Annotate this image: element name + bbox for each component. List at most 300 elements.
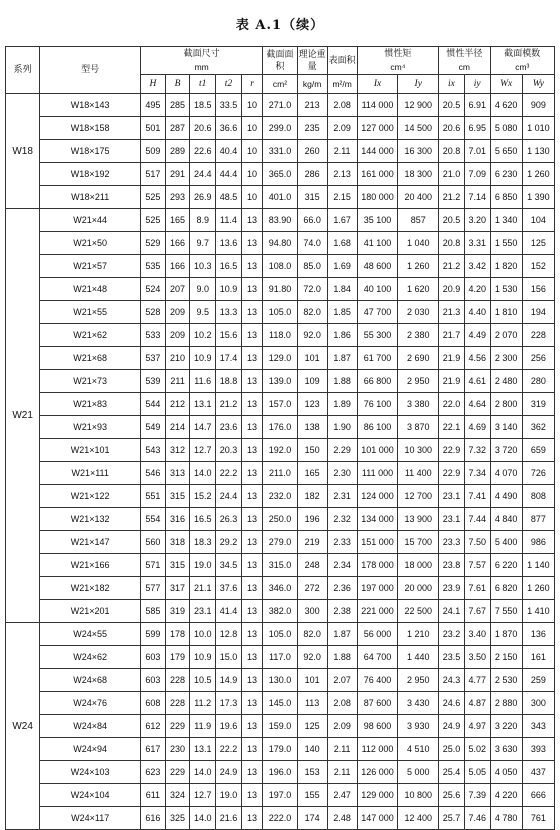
table-row xyxy=(6,393,555,416)
value-cell: 7.14 xyxy=(464,186,490,209)
value-cell: 13 xyxy=(241,209,263,232)
value-cell: 7.44 xyxy=(464,508,490,531)
header-surface: 表面积 xyxy=(327,47,357,75)
value-cell: 13 xyxy=(241,623,263,646)
value-cell: 535 xyxy=(141,255,166,278)
value-cell: 6 820 xyxy=(490,577,522,600)
value-cell: 10 300 xyxy=(398,439,439,462)
value-cell: 26.3 xyxy=(216,508,242,531)
value-cell: 437 xyxy=(522,761,554,784)
value-cell: 11 400 xyxy=(398,462,439,485)
value-cell: 129 000 xyxy=(357,784,398,807)
value-cell: 13.6 xyxy=(216,232,242,255)
value-cell: 6 230 xyxy=(490,163,522,186)
value-cell: 2.34 xyxy=(327,554,357,577)
value-cell: 11.9 xyxy=(190,715,216,738)
model-cell: W24×84 xyxy=(40,715,141,738)
series-cell: W21 xyxy=(6,209,40,623)
value-cell: 22.6 xyxy=(190,140,216,163)
table-row xyxy=(6,163,555,186)
subheader-B: B xyxy=(165,75,190,94)
value-cell: 23.3 xyxy=(439,531,465,554)
table-row xyxy=(6,508,555,531)
table-container xyxy=(5,46,555,830)
value-cell: 13 xyxy=(241,393,263,416)
subheader-Ix: Ix xyxy=(357,75,398,94)
value-cell: 61 700 xyxy=(357,347,398,370)
value-cell: 279.0 xyxy=(263,531,297,554)
value-cell: 145.0 xyxy=(263,692,297,715)
value-cell: 2 150 xyxy=(490,646,522,669)
value-cell: 365.0 xyxy=(263,163,297,186)
value-cell: 382.0 xyxy=(263,600,297,623)
value-cell: 22.2 xyxy=(216,462,242,485)
value-cell: 21.2 xyxy=(439,186,465,209)
value-cell: 20.8 xyxy=(439,232,465,255)
value-cell: 1 410 xyxy=(522,600,554,623)
value-cell: 13 xyxy=(241,416,263,439)
value-cell: 13 xyxy=(241,577,263,600)
value-cell: 20.6 xyxy=(439,117,465,140)
value-cell: 319 xyxy=(522,393,554,416)
header-radius-label: 惯性半径 xyxy=(446,48,483,59)
value-cell: 150 xyxy=(297,439,327,462)
value-cell: 104 xyxy=(522,209,554,232)
value-cell: 13 xyxy=(241,715,263,738)
value-cell: 87 600 xyxy=(357,692,398,715)
value-cell: 1.88 xyxy=(327,370,357,393)
value-cell: 362 xyxy=(522,416,554,439)
value-cell: 12 400 xyxy=(398,807,439,830)
table-row xyxy=(6,692,555,715)
value-cell: 299.0 xyxy=(263,117,297,140)
value-cell: 250.0 xyxy=(263,508,297,531)
value-cell: 4.40 xyxy=(464,301,490,324)
value-cell: 10 xyxy=(241,186,263,209)
value-cell: 16.5 xyxy=(190,508,216,531)
table-row xyxy=(6,94,555,117)
subheader-ix: ix xyxy=(439,75,465,94)
value-cell: 18.5 xyxy=(190,94,216,117)
model-cell: W21×68 xyxy=(40,347,141,370)
value-cell: 222.0 xyxy=(263,807,297,830)
header-modulus xyxy=(490,47,554,75)
value-cell: 23.2 xyxy=(439,623,465,646)
value-cell: 544 xyxy=(141,393,166,416)
subheader-r: r xyxy=(241,75,263,94)
value-cell: 7.09 xyxy=(464,163,490,186)
value-cell: 9.5 xyxy=(190,301,216,324)
value-cell: 209 xyxy=(165,301,190,324)
value-cell: 10 xyxy=(241,117,263,140)
value-cell: 15.6 xyxy=(216,324,242,347)
value-cell: 2.11 xyxy=(327,738,357,761)
value-cell: 2 030 xyxy=(398,301,439,324)
value-cell: 76 400 xyxy=(357,669,398,692)
value-cell: 13.1 xyxy=(190,393,216,416)
value-cell: 139.0 xyxy=(263,370,297,393)
value-cell: 525 xyxy=(141,209,166,232)
value-cell: 16.5 xyxy=(216,255,242,278)
table-row xyxy=(6,715,555,738)
value-cell: 13 xyxy=(241,301,263,324)
value-cell: 611 xyxy=(141,784,166,807)
value-cell: 44.4 xyxy=(216,163,242,186)
table-row xyxy=(6,301,555,324)
value-cell: 509 xyxy=(141,140,166,163)
value-cell: 13 xyxy=(241,232,263,255)
model-cell: W24×94 xyxy=(40,738,141,761)
value-cell: 6.95 xyxy=(464,117,490,140)
value-cell: 10 xyxy=(241,94,263,117)
value-cell: 3 430 xyxy=(398,692,439,715)
value-cell: 228 xyxy=(522,324,554,347)
table-row xyxy=(6,462,555,485)
value-cell: 41.4 xyxy=(216,600,242,623)
model-cell: W21×44 xyxy=(40,209,141,232)
value-cell: 537 xyxy=(141,347,166,370)
value-cell: 179 xyxy=(165,646,190,669)
value-cell: 287 xyxy=(165,117,190,140)
value-cell: 3 220 xyxy=(490,715,522,738)
value-cell: 1 440 xyxy=(398,646,439,669)
value-cell: 20.3 xyxy=(216,439,242,462)
value-cell: 293 xyxy=(165,186,190,209)
value-cell: 161 000 xyxy=(357,163,398,186)
value-cell: 101 000 xyxy=(357,439,398,462)
value-cell: 5 650 xyxy=(490,140,522,163)
value-cell: 285 xyxy=(165,94,190,117)
value-cell: 543 xyxy=(141,439,166,462)
model-cell: W21×147 xyxy=(40,531,141,554)
model-cell: W24×104 xyxy=(40,784,141,807)
value-cell: 21.9 xyxy=(439,347,465,370)
value-cell: 1 550 xyxy=(490,232,522,255)
value-cell: 271.0 xyxy=(263,94,297,117)
value-cell: 92.0 xyxy=(297,324,327,347)
value-cell: 20.5 xyxy=(439,209,465,232)
value-cell: 1 140 xyxy=(522,554,554,577)
value-cell: 22 500 xyxy=(398,600,439,623)
value-cell: 23.1 xyxy=(190,600,216,623)
value-cell: 3.20 xyxy=(464,209,490,232)
table-row xyxy=(6,186,555,209)
value-cell: 5 400 xyxy=(490,531,522,554)
value-cell: 1.68 xyxy=(327,232,357,255)
value-cell: 5 000 xyxy=(398,761,439,784)
table-row xyxy=(6,347,555,370)
table-row xyxy=(6,255,555,278)
value-cell: 192.0 xyxy=(263,439,297,462)
subheader-area-unit: cm² xyxy=(263,75,297,94)
header-inertia xyxy=(357,47,438,75)
value-cell: 248 xyxy=(297,554,327,577)
value-cell: 315 xyxy=(165,485,190,508)
value-cell: 2.07 xyxy=(327,669,357,692)
value-cell: 13 xyxy=(241,784,263,807)
value-cell: 315 xyxy=(297,186,327,209)
table-row xyxy=(6,531,555,554)
value-cell: 2 690 xyxy=(398,347,439,370)
model-cell: W21×166 xyxy=(40,554,141,577)
value-cell: 3 380 xyxy=(398,393,439,416)
value-cell: 1 820 xyxy=(490,255,522,278)
value-cell: 259 xyxy=(522,669,554,692)
value-cell: 256 xyxy=(522,347,554,370)
value-cell: 24.9 xyxy=(439,715,465,738)
value-cell: 18 300 xyxy=(398,163,439,186)
model-cell: W24×62 xyxy=(40,646,141,669)
value-cell: 291 xyxy=(165,163,190,186)
value-cell: 2.29 xyxy=(327,439,357,462)
model-cell: W21×62 xyxy=(40,324,141,347)
value-cell: 1 260 xyxy=(522,577,554,600)
value-cell: 280 xyxy=(522,370,554,393)
value-cell: 92.0 xyxy=(297,646,327,669)
value-cell: 13 xyxy=(241,462,263,485)
model-cell: W18×158 xyxy=(40,117,141,140)
value-cell: 118.0 xyxy=(263,324,297,347)
value-cell: 8.9 xyxy=(190,209,216,232)
value-cell: 1.86 xyxy=(327,324,357,347)
value-cell: 7.61 xyxy=(464,577,490,600)
value-cell: 726 xyxy=(522,462,554,485)
value-cell: 196.0 xyxy=(263,761,297,784)
value-cell: 41 100 xyxy=(357,232,398,255)
value-cell: 13 xyxy=(241,508,263,531)
value-cell: 232.0 xyxy=(263,485,297,508)
subheader-Wy: Wy xyxy=(522,75,554,94)
value-cell: 495 xyxy=(141,94,166,117)
series-cell: W24 xyxy=(6,623,40,830)
value-cell: 659 xyxy=(522,439,554,462)
value-cell: 524 xyxy=(141,278,166,301)
model-cell: W24×55 xyxy=(40,623,141,646)
value-cell: 21.6 xyxy=(216,807,242,830)
value-cell: 315 xyxy=(165,554,190,577)
subheader-surface-unit: m²/m xyxy=(327,75,357,94)
value-cell: 1 210 xyxy=(398,623,439,646)
value-cell: 4 490 xyxy=(490,485,522,508)
value-cell: 2 800 xyxy=(490,393,522,416)
value-cell: 40 100 xyxy=(357,278,398,301)
value-cell: 20 400 xyxy=(398,186,439,209)
value-cell: 7.50 xyxy=(464,531,490,554)
value-cell: 76 100 xyxy=(357,393,398,416)
value-cell: 2 300 xyxy=(490,347,522,370)
value-cell: 4.61 xyxy=(464,370,490,393)
model-cell: W24×76 xyxy=(40,692,141,715)
value-cell: 197 000 xyxy=(357,577,398,600)
value-cell: 318 xyxy=(165,531,190,554)
value-cell: 2.38 xyxy=(327,600,357,623)
value-cell: 1 010 xyxy=(522,117,554,140)
value-cell: 13 xyxy=(241,669,263,692)
value-cell: 113 xyxy=(297,692,327,715)
table-row xyxy=(6,209,555,232)
subheader-H: H xyxy=(141,75,166,94)
value-cell: 21.0 xyxy=(439,163,465,186)
value-cell: 1 870 xyxy=(490,623,522,646)
value-cell: 161 xyxy=(522,646,554,669)
value-cell: 2 480 xyxy=(490,370,522,393)
value-cell: 66 800 xyxy=(357,370,398,393)
value-cell: 2 950 xyxy=(398,370,439,393)
value-cell: 21.2 xyxy=(216,393,242,416)
model-cell: W24×103 xyxy=(40,761,141,784)
value-cell: 2.08 xyxy=(327,692,357,715)
header-section-dims-unit: mm xyxy=(194,61,209,72)
value-cell: 21.9 xyxy=(439,370,465,393)
value-cell: 317 xyxy=(165,577,190,600)
value-cell: 2.32 xyxy=(327,508,357,531)
value-cell: 86 100 xyxy=(357,416,398,439)
value-cell: 228 xyxy=(165,692,190,715)
value-cell: 2.15 xyxy=(327,186,357,209)
value-cell: 13 xyxy=(241,324,263,347)
value-cell: 3.31 xyxy=(464,232,490,255)
value-cell: 230 xyxy=(165,738,190,761)
value-cell: 123 xyxy=(297,393,327,416)
value-cell: 16 300 xyxy=(398,140,439,163)
model-cell: W21×182 xyxy=(40,577,141,600)
model-cell: W21×55 xyxy=(40,301,141,324)
value-cell: 13.3 xyxy=(216,301,242,324)
value-cell: 207 xyxy=(165,278,190,301)
value-cell: 6 220 xyxy=(490,554,522,577)
subheader-Wx: Wx xyxy=(490,75,522,94)
value-cell: 2 380 xyxy=(398,324,439,347)
value-cell: 300 xyxy=(522,692,554,715)
value-cell: 533 xyxy=(141,324,166,347)
value-cell: 7.41 xyxy=(464,485,490,508)
value-cell: 599 xyxy=(141,623,166,646)
value-cell: 25.7 xyxy=(439,807,465,830)
value-cell: 319 xyxy=(165,600,190,623)
value-cell: 14.0 xyxy=(190,807,216,830)
model-cell: W21×57 xyxy=(40,255,141,278)
value-cell: 3.40 xyxy=(464,623,490,646)
value-cell: 178 000 xyxy=(357,554,398,577)
table-row xyxy=(6,646,555,669)
value-cell: 21.2 xyxy=(439,255,465,278)
value-cell: 40.4 xyxy=(216,140,242,163)
value-cell: 18 000 xyxy=(398,554,439,577)
model-cell: W21×132 xyxy=(40,508,141,531)
table-row xyxy=(6,324,555,347)
model-cell: W21×122 xyxy=(40,485,141,508)
value-cell: 10.9 xyxy=(190,347,216,370)
value-cell: 10 xyxy=(241,163,263,186)
value-cell: 178 xyxy=(165,623,190,646)
value-cell: 3 140 xyxy=(490,416,522,439)
value-cell: 17.4 xyxy=(216,347,242,370)
value-cell: 22.2 xyxy=(216,738,242,761)
value-cell: 325 xyxy=(165,807,190,830)
value-cell: 2.09 xyxy=(327,117,357,140)
subheader-iy: iy xyxy=(464,75,490,94)
value-cell: 877 xyxy=(522,508,554,531)
value-cell: 47 700 xyxy=(357,301,398,324)
value-cell: 24.4 xyxy=(190,163,216,186)
model-cell: W18×175 xyxy=(40,140,141,163)
value-cell: 1 620 xyxy=(398,278,439,301)
value-cell: 12.7 xyxy=(190,784,216,807)
value-cell: 909 xyxy=(522,94,554,117)
value-cell: 23.5 xyxy=(439,646,465,669)
value-cell: 577 xyxy=(141,577,166,600)
value-cell: 174 xyxy=(297,807,327,830)
value-cell: 138 xyxy=(297,416,327,439)
table-row xyxy=(6,738,555,761)
value-cell: 2 950 xyxy=(398,669,439,692)
value-cell: 2 530 xyxy=(490,669,522,692)
model-cell: W21×101 xyxy=(40,439,141,462)
value-cell: 4 220 xyxy=(490,784,522,807)
value-cell: 7 550 xyxy=(490,600,522,623)
model-cell: W18×192 xyxy=(40,163,141,186)
value-cell: 612 xyxy=(141,715,166,738)
value-cell: 101 xyxy=(297,669,327,692)
model-cell: W21×83 xyxy=(40,393,141,416)
value-cell: 11.4 xyxy=(216,209,242,232)
value-cell: 616 xyxy=(141,807,166,830)
value-cell: 20 000 xyxy=(398,577,439,600)
value-cell: 546 xyxy=(141,462,166,485)
header-series: 系列 xyxy=(6,47,40,94)
value-cell: 24.3 xyxy=(439,669,465,692)
value-cell: 2.11 xyxy=(327,140,357,163)
value-cell: 15.0 xyxy=(216,646,242,669)
value-cell: 1.84 xyxy=(327,278,357,301)
value-cell: 15 700 xyxy=(398,531,439,554)
value-cell: 94.80 xyxy=(263,232,297,255)
value-cell: 25.4 xyxy=(439,761,465,784)
value-cell: 1 530 xyxy=(490,278,522,301)
value-cell: 229 xyxy=(165,715,190,738)
table-row xyxy=(6,600,555,623)
header-area: 截面面积 xyxy=(263,47,297,75)
value-cell: 1.67 xyxy=(327,209,357,232)
value-cell: 19.6 xyxy=(216,715,242,738)
value-cell: 2.08 xyxy=(327,94,357,117)
value-cell: 129.0 xyxy=(263,347,297,370)
model-cell: W18×211 xyxy=(40,186,141,209)
value-cell: 228 xyxy=(165,669,190,692)
value-cell: 2.33 xyxy=(327,531,357,554)
value-cell: 13 xyxy=(241,255,263,278)
value-cell: 165 xyxy=(297,462,327,485)
value-cell: 130.0 xyxy=(263,669,297,692)
value-cell: 125 xyxy=(297,715,327,738)
value-cell: 213 xyxy=(297,94,327,117)
value-cell: 313 xyxy=(165,462,190,485)
value-cell: 64 700 xyxy=(357,646,398,669)
value-cell: 4.77 xyxy=(464,669,490,692)
value-cell: 1.85 xyxy=(327,301,357,324)
value-cell: 312 xyxy=(165,439,190,462)
value-cell: 4.56 xyxy=(464,347,490,370)
value-cell: 13 xyxy=(241,531,263,554)
value-cell: 4 050 xyxy=(490,761,522,784)
value-cell: 560 xyxy=(141,531,166,554)
value-cell: 3 720 xyxy=(490,439,522,462)
value-cell: 12.8 xyxy=(216,623,242,646)
value-cell: 5 080 xyxy=(490,117,522,140)
value-cell: 13 xyxy=(241,554,263,577)
value-cell: 1 340 xyxy=(490,209,522,232)
value-cell: 101 xyxy=(297,347,327,370)
